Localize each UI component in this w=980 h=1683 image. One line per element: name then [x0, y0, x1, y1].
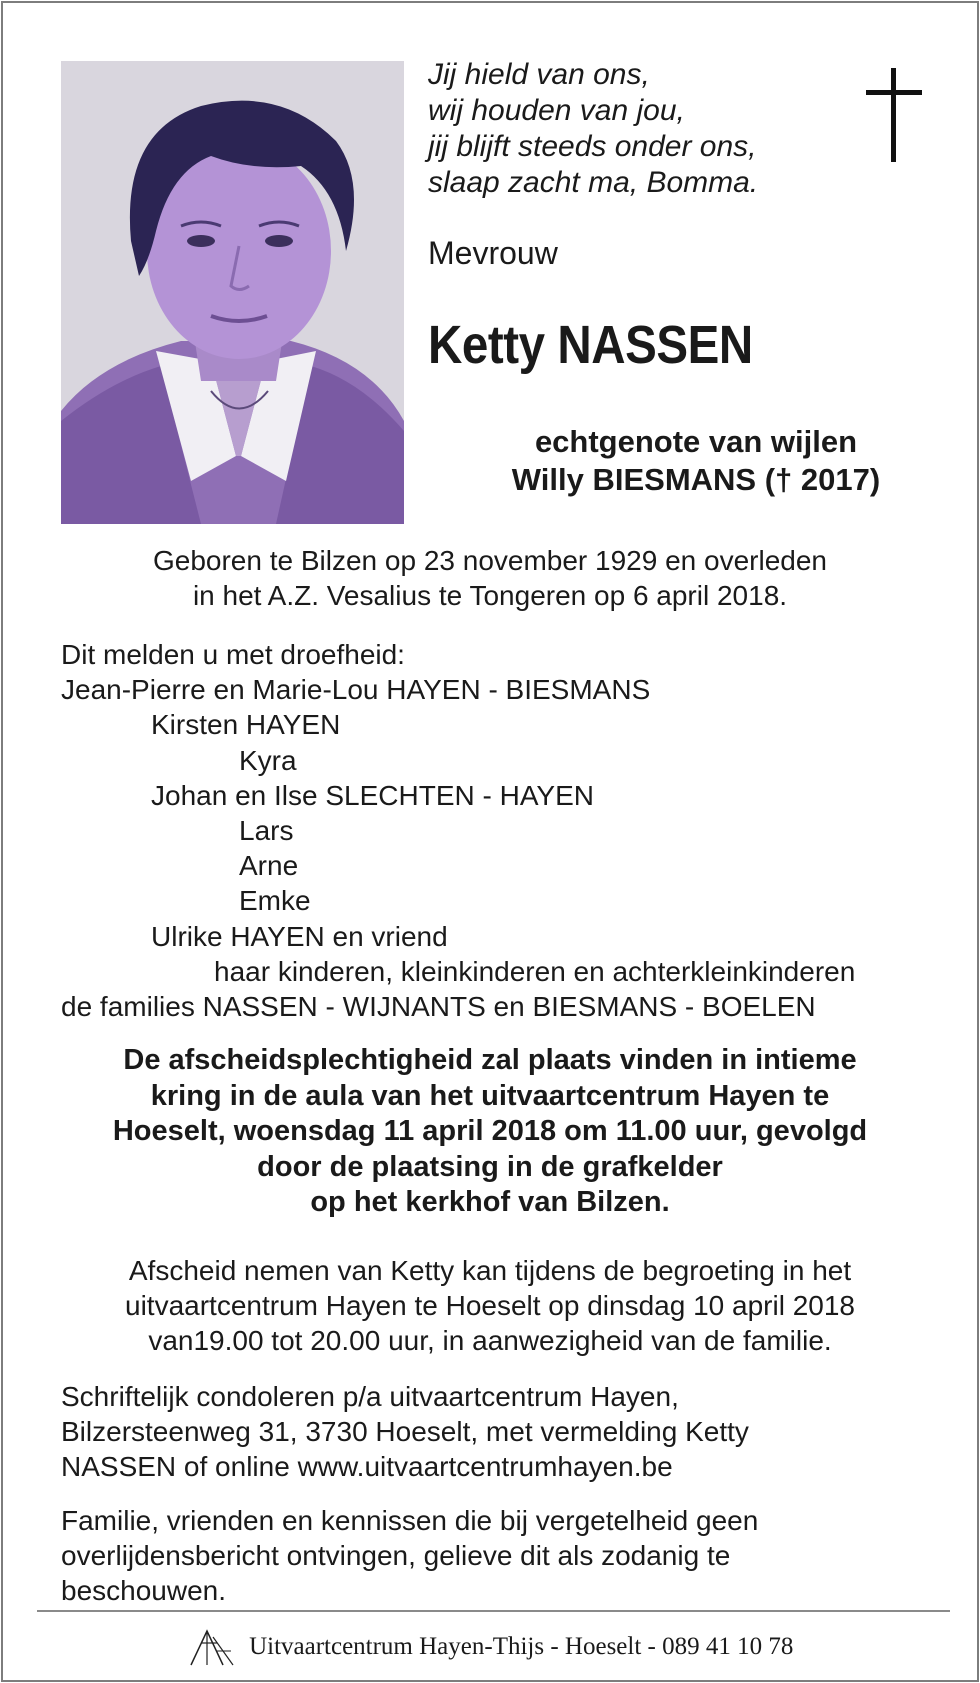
family-member: Ulrike HAYEN en vriend [151, 920, 448, 952]
notice-line: overlijdensbericht ontvingen, gelieve dit als zodanig te [61, 1540, 731, 1571]
family-member: Arne [239, 850, 299, 882]
family-member: Kirsten HAYEN [151, 709, 341, 741]
funeral-home-logo-icon [187, 1627, 237, 1667]
poem-line: slaap zacht ma, Bomma. [428, 166, 759, 199]
family-member: Kyra [239, 744, 297, 776]
notice-line: beschouwen. [61, 1575, 227, 1606]
ceremony-line: De afscheidsplechtigheid zal plaats vinden in intieme [123, 1044, 857, 1076]
visitation-line: uitvaartcentrum Hayen te Hoeselt op dinsdag 10 april 2018 [125, 1290, 855, 1321]
spouse-info [428, 423, 964, 499]
deceased-name: Ketty NASSEN [428, 315, 753, 375]
family-member: Lars [239, 814, 294, 846]
visitation-info [3, 1253, 977, 1358]
salutation: Mevrouw [428, 235, 558, 271]
spouse-line: Willy BIESMANS († 2017) [511, 462, 881, 497]
cross-icon [866, 68, 922, 162]
condolences-info [61, 1379, 961, 1484]
poem [428, 57, 828, 201]
family-member: Emke [239, 885, 311, 917]
family-member: de families NASSEN - WIJNANTS en BIESMANS - BOELEN [61, 990, 816, 1022]
ceremony-line: door de plaatsing in de grafkelder [257, 1150, 723, 1183]
condolences-line: Bilzersteenweg 31, 3730 Hoeselt, met vermelding Ketty [61, 1416, 749, 1447]
footer [3, 1627, 977, 1667]
spouse-line: echtgenote van wijlen [534, 424, 858, 459]
notice-info [61, 1503, 961, 1608]
condolences-line: NASSEN of online www.uitvaartcentrumhayen.be [61, 1451, 673, 1482]
family-member: Jean-Pierre en Marie-Lou HAYEN - BIESMANS [61, 674, 651, 706]
portrait-illustration [61, 61, 404, 524]
poem-line: jij blijft steeds onder ons, [428, 130, 757, 163]
portrait-photo [61, 61, 404, 524]
family-intro: Dit melden u met droefheid: [61, 639, 405, 670]
visitation-line: van19.00 tot 20.00 uur, in aanwezigheid van de familie. [148, 1325, 832, 1356]
family-list [61, 637, 961, 1024]
visitation-line: Afscheid nemen van Ketty kan tijdens de begroeting in het [128, 1255, 852, 1286]
poem-line: wij houden van jou, [428, 94, 685, 127]
notice-line: Familie, vrienden en kennissen die bij vergetelheid geen [61, 1505, 759, 1536]
birth-death-line: Geboren te Bilzen op 23 november 1929 en overleden [152, 545, 828, 576]
family-member: Johan en Ilse SLECHTEN - HAYEN [151, 779, 594, 811]
footer-divider [37, 1610, 950, 1612]
condolences-line: Schriftelijk condoleren p/a uitvaartcentrum Hayen, [61, 1381, 679, 1412]
ceremony-line: Hoeselt, woensdag 11 april 2018 om 11.00 uur, gevolgd [112, 1115, 868, 1147]
birth-death-info [3, 543, 977, 613]
poem-line: Jij hield van ons, [428, 58, 650, 91]
ceremony-line: op het kerkhof van Bilzen. [310, 1186, 670, 1218]
ceremony-line: kring in de aula van het uitvaartcentrum Hayen te [150, 1079, 830, 1112]
obituary-card [1, 1, 979, 1682]
ceremony-info [3, 1043, 977, 1221]
footer-text: Uitvaartcentrum Hayen-Thijs - Hoeselt - 089 41 10 78 [249, 1633, 794, 1660]
birth-death-line: in het A.Z. Vesalius te Tongeren op 6 april 2018. [192, 580, 788, 611]
family-member: haar kinderen, kleinkinderen en achterkleinkinderen [214, 955, 856, 987]
